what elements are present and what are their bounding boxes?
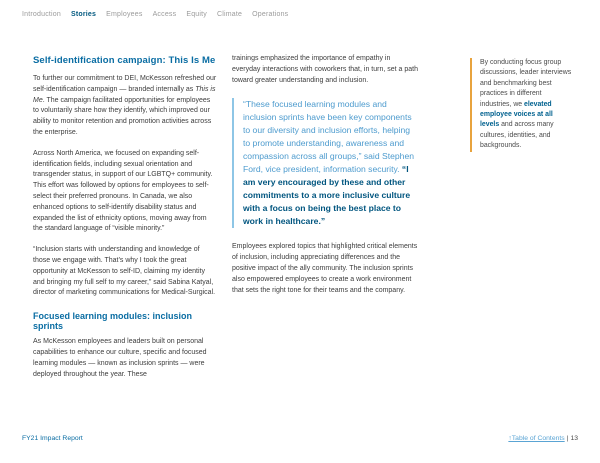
sidebar-callout bbox=[470, 58, 572, 152]
top-nav bbox=[22, 11, 288, 18]
nav-item-equity[interactable]: Equity bbox=[186, 11, 207, 18]
paragraph-inclusion-sprints-intro: As McKesson employees and leaders built on personal capabilities to enhance our culture, specific and focused learning modules — known as inclusion sprints — were deployed throughout the year. These bbox=[33, 338, 207, 378]
campaign-name-italic: This is Me bbox=[33, 85, 216, 104]
paragraph-self-id-intro bbox=[33, 74, 217, 139]
section-heading: Self-identification campaign: This Is Me bbox=[33, 55, 216, 66]
pull-quote-stephen-ford bbox=[232, 98, 418, 228]
paragraph-text: To further our commitment to DEI, McKesson refreshed our self-identification campaign — branded internally as bbox=[33, 75, 217, 93]
footer-right bbox=[508, 435, 578, 442]
middle-column bbox=[232, 54, 419, 306]
sidebar-text: By conducting focus group discussions, leader interviews and benchmarking best practices in different industries, we bbox=[480, 59, 572, 108]
paragraph-text: . The campaign facilitated opportunities for employees to voluntarily share how they identify, which improved our ability to monitor retention and promotion activities across the enterprise. bbox=[33, 96, 212, 136]
pull-quote-text: “These focused learning modules and inclusion sprints have been key components to our diversity and inclusion efforts, helping to promote understanding, awareness and compassion across all groups,” said Stephen Ford, vice president, information security. bbox=[243, 99, 415, 175]
pull-quote-emphasis-text: “I am very encouraged by these and other commitments to a more inclusive culture with a focus on being the best place to work in healthcare.” bbox=[243, 164, 411, 227]
paragraph-trainings: trainings emphasized the importance of empathy in everyday interactions with coworkers that, in turn, set a path toward greater understanding and inclusion. bbox=[232, 55, 418, 84]
paragraph-katyal-quote: “Inclusion starts with understanding and knowledge of those we engage with. That’s why I took the great opportunity at McKesson to self-ID, claiming my identity and bringing my full self to my career,” said Sabina Katyal, director of marketing communications for Medical-Surgical. bbox=[33, 246, 216, 297]
sidebar-callout-text bbox=[480, 58, 572, 152]
paragraph-employees-explored: Employees explored topics that highlighted critical elements of inclusion, including appreciating differences and the positive impact of the ally community. The inclusion sprints also empowered employees to create a work environment that sets the right tone for their teams and the company. bbox=[232, 243, 418, 294]
footer-report-title: FY21 Impact Report bbox=[22, 435, 83, 442]
sidebar-highlight-text: elevated employee voices at all levels bbox=[480, 100, 553, 129]
nav-item-stories[interactable]: Stories bbox=[70, 11, 97, 18]
nav-item-introduction[interactable]: Introduction bbox=[22, 11, 61, 18]
nav-item-access[interactable]: Access bbox=[152, 11, 177, 18]
left-column bbox=[33, 55, 217, 390]
page-number: 13 bbox=[570, 435, 578, 442]
nav-item-operations[interactable]: Operations bbox=[252, 11, 289, 18]
sub-heading-inclusion-sprints: Focused learning modules: inclusion sprints bbox=[33, 311, 193, 332]
nav-item-employees[interactable]: Employees bbox=[106, 11, 143, 18]
table-of-contents-link[interactable]: ↑Table of Contents bbox=[508, 435, 565, 442]
sidebar-text: and across many cultures, identities, and backgrounds. bbox=[480, 121, 554, 150]
paragraph-north-america: Across North America, we focused on expanding self-identification fields, including sexual orientation and transgender status, in support of our LGBTQ+ community. This effort was followed by options for employees to self-select their preferred pronouns. In Canada, we also enhanced options to self-identify disability status and expanded the list of ethnicity options, moving away from the standard language of “visible minority.” bbox=[33, 149, 213, 233]
nav-item-climate[interactable]: Climate bbox=[216, 11, 243, 18]
footer-separator: | bbox=[566, 435, 569, 442]
